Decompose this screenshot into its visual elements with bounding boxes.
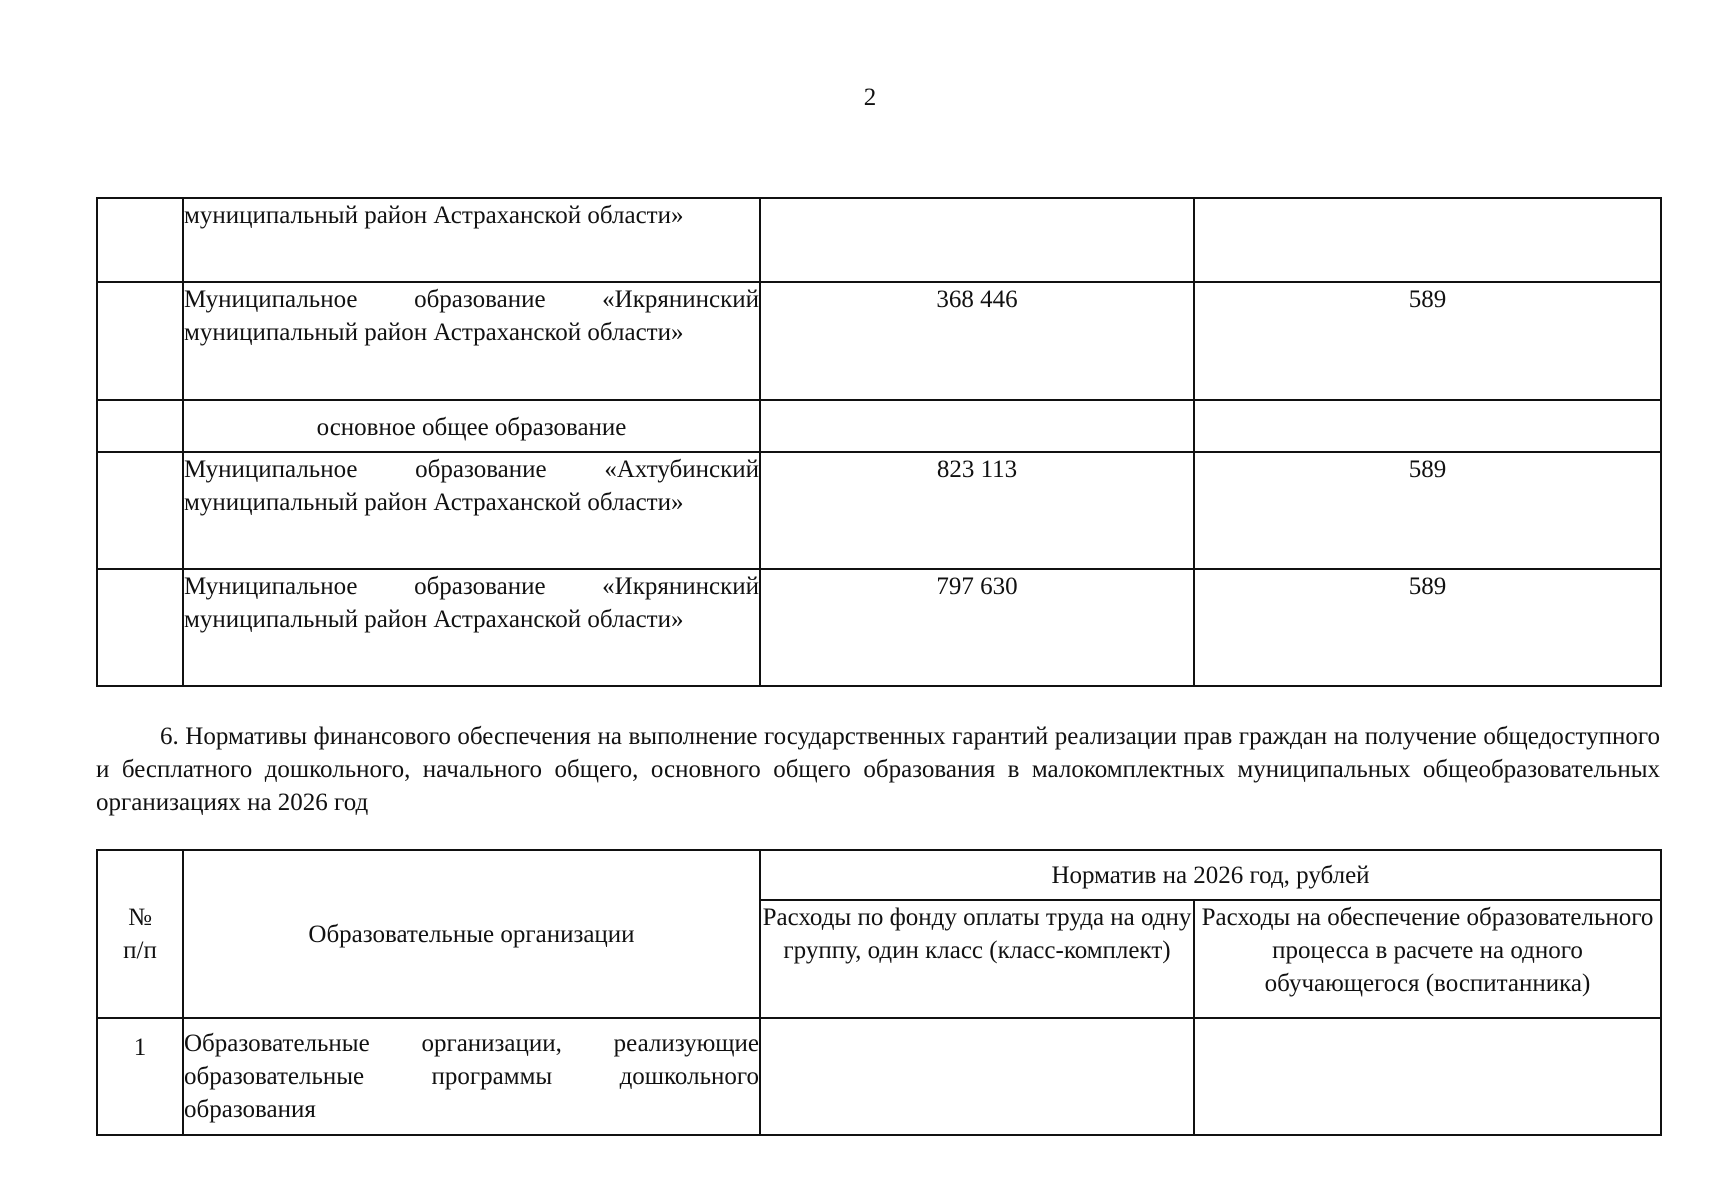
- process-column-header: Расходы на обеспечение образовательного процесса в расчете на одного обучающегося (воспитанника): [1194, 900, 1661, 1018]
- organization-name-cell: Муниципальное образование «Икрянинский муниципальный район Астраханской области»: [183, 569, 760, 686]
- process-cost-cell: 589: [1194, 452, 1661, 569]
- row-number-cell: [97, 282, 183, 400]
- wage-column-header: Расходы по фонду оплаты труда на одну группу, один класс (класс-комплект): [760, 900, 1194, 1018]
- row-number-cell: [97, 452, 183, 569]
- organization-name-cell: Муниципальное образование «Икрянинский муниципальный район Астраханской области»: [183, 282, 760, 400]
- row-number-cell: 1: [97, 1018, 183, 1135]
- organizations-column-header: Образовательные организации: [183, 850, 760, 1018]
- wage-cost-cell: [760, 198, 1194, 282]
- organization-name-cell: Образовательные организации, реализующие образовательные программы дошкольного образования: [183, 1018, 760, 1135]
- process-cost-cell: [1194, 1018, 1661, 1135]
- row-number-cell: [97, 198, 183, 282]
- wage-cost-cell: 797 630: [760, 569, 1194, 686]
- row-number-cell: [97, 569, 183, 686]
- wage-cost-cell: 823 113: [760, 452, 1194, 569]
- organization-name-cell: муниципальный район Астраханской области»: [183, 198, 760, 282]
- table-row: [97, 452, 1661, 569]
- norm-group-header: Норматив на 2026 год, рублей: [760, 850, 1661, 900]
- section-6-paragraph: 6. Нормативы финансового обеспечения на выполнение государственных гарантий реализации прав граждан на получение общедоступного и бесплатного дошкольного, начального общего, основного общего образования в малокомплектных муниципальных общеобразовательных организациях на 2026 год: [96, 723, 1660, 816]
- table-row: [97, 282, 1661, 400]
- section-header-row: [97, 400, 1661, 452]
- process-cost-cell: 589: [1194, 282, 1661, 400]
- table-row: [97, 1018, 1661, 1135]
- row-number-cell: [97, 400, 183, 452]
- table-row: [97, 198, 1661, 282]
- wage-cost-cell: 368 446: [760, 282, 1194, 400]
- section-label: основное общее образование: [183, 400, 760, 452]
- process-cost-cell: 589: [1194, 569, 1661, 686]
- table-row: [97, 569, 1661, 686]
- continued-norms-table: [96, 197, 1662, 687]
- process-cost-cell: [1194, 198, 1661, 282]
- small-schools-norms-table: [96, 849, 1662, 1136]
- number-column-header: № п/п: [97, 850, 183, 1018]
- organization-name-cell: Муниципальное образование «Ахтубинский муниципальный район Астраханской области»: [183, 452, 760, 569]
- page-number: 2: [863, 84, 877, 111]
- wage-cost-cell: [760, 400, 1194, 452]
- process-cost-cell: [1194, 400, 1661, 452]
- wage-cost-cell: [760, 1018, 1194, 1135]
